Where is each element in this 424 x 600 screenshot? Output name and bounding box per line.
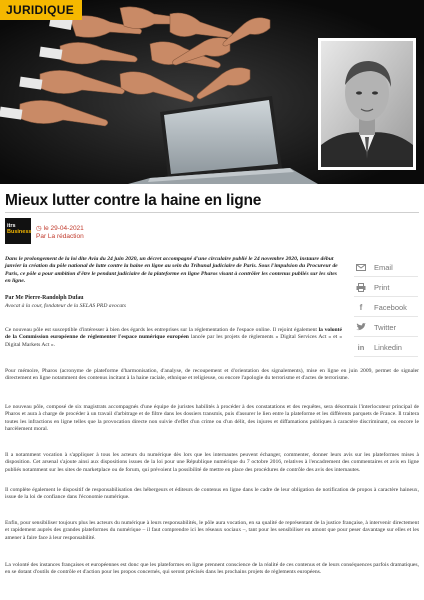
- source-logo-line2: Business: [7, 229, 32, 235]
- title-divider: [5, 212, 419, 213]
- article-author[interactable]: Par La rédaction: [36, 233, 84, 240]
- printer-icon: [354, 283, 368, 292]
- share-print-label: Print: [374, 282, 390, 292]
- byline-role: Avocat à la cour, fondateur de la SELAS PRD avocats: [5, 303, 126, 309]
- article-date-text: le 29-04-2021: [43, 225, 84, 232]
- article-paragraph: Il complète également le dispositif de responsabilisation des hébergeurs et éditeurs de contenus en ligne dans le cadre de leur obligation de notification de propos à caractère haineux, issue de la loi de confiance dans l'économie numérique.: [5, 487, 419, 501]
- linkedin-icon: in: [357, 342, 365, 352]
- article-title: Mieux lutter contre la haine en ligne: [5, 192, 262, 209]
- article-lead: Dans le prolongement de la loi dite Avia du 24 juin 2020, un décret accompagné d'une circulaire publié le 24 novembre 2020, instaure début janvier la création du pôle national de lutte contre la haine en ligne au sein du Tribunal judiciaire de Paris. Sous l'impulsion du Procureur de Paris, ce pôle a pour ambition d'être le pendant judiciaire de la plateforme en ligne Pharos visant à contrôler les contenus publiés sur les sites en ligne.: [5, 256, 338, 285]
- share-print-button[interactable]: [354, 278, 418, 297]
- author-portrait: [318, 38, 416, 170]
- article-paragraph: Le nouveau pôle, composé de six magistrats accompagnés d'une équipe de juristes habilités à procéder à des constatations et des requêtes, sera désormais l'interlocuteur principal de Pharos et aura à charge de procéder à un travail d'arbitrage et de filtre dans les dossiers transmis, puis d'assurer le lien entre la plateforme et les différents parquets de France. Il traitera toutes les infractions en ligne telles que la provocation directe non suivie d'effet d'un crime ou d'un délit, des injures et diffamations publiques à caractère discriminant, ou encore le harcèlement moral.: [5, 404, 419, 432]
- share-email-label: Email: [374, 262, 393, 272]
- share-sidebar: [354, 258, 418, 358]
- section-label[interactable]: JURIDIQUE: [0, 0, 82, 20]
- paragraph-text: lancée par les projets de règlements « Digital Services Act » et « Digital Markets Act ».: [5, 334, 343, 348]
- article-date: [36, 224, 84, 232]
- article-paragraph: Enfin, pour sensibiliser toujours plus les acteurs du numérique à leurs responsabilités, le pôle aura vocation, en sa qualité de représentant de la justice française, à intervenir directement et rapidement auprès des grandes plateformes du numérique – il faut comprendre ici les réseaux sociaux –, tant pour les sensibiliser en amont que pour peser davantage sur elles et les amener à faire face à leur responsabilité.: [5, 520, 419, 541]
- author-photo: [321, 41, 413, 167]
- byline-name: Par Me Pierre-Randolph Dufau: [5, 295, 84, 301]
- share-twitter-button[interactable]: [354, 318, 418, 337]
- article-paragraph: Pour mémoire, Pharos (acronyme de plateforme d'harmonisation, d'analyse, de recoupement et d'orientation des signalements), mise en ligne en juin 2009, permet de signaler directement en ligne notamment des contenus incitant à la haine raciale, ethnique et religieuse, ou encore l'apologie du terrorisme et d'actes de terrorisme.: [5, 368, 419, 382]
- article-paragraph: La volonté des instances françaises et européennes est donc que les plateformes en ligne prennent conscience de la réalité de ces contenus et de leurs conséquences parfois dramatiques, en se dotant d'outils de contrôle et d'action pour les propos concernés, qui seront précisés dans les prochains projets de règlements européens.: [5, 562, 419, 576]
- share-facebook-button[interactable]: [354, 298, 418, 317]
- share-email-button[interactable]: [354, 258, 418, 277]
- source-logo[interactable]: [5, 218, 31, 244]
- share-twitter-label: Twitter: [374, 322, 397, 332]
- envelope-icon: [354, 264, 368, 271]
- twitter-icon: [354, 323, 368, 331]
- facebook-icon: f: [359, 302, 363, 312]
- article-paragraph: Il a notamment vocation à s'appliquer à tous les acteurs du numérique dès lors que les internautes peuvent échanger, commenter, donner leurs avis sur les plateformes mises à disposition. Cet arsenal s'ajoute ainsi aux dispositions issues de la loi pour une République numérique du 7 octobre 2016, relatives à l'encadrement des commentaires et avis en ligne publiés notamment sur les sites de marketplace ou de forum, qui prévoient la possibilité de mettre en place des procédures de contrôle des avis des internautes.: [5, 452, 419, 473]
- hero-image: [0, 0, 424, 184]
- article-paragraph: [5, 327, 342, 349]
- source-logo-line1: itrs: [7, 223, 16, 229]
- clock-icon: ◷: [36, 225, 42, 232]
- paragraph-bold-text: la volonté de la Commission européenne de réglementer l'espace numérique européen: [5, 327, 342, 341]
- share-facebook-label: Facebook: [374, 302, 407, 312]
- paragraph-text: Ce nouveau pôle est susceptible d'intéresser à bien des égards les entreprises sur la réglementation de l'espace online. Il rejoint également: [5, 327, 319, 333]
- share-linkedin-button[interactable]: [354, 338, 418, 357]
- share-linkedin-label: Linkedin: [374, 342, 402, 352]
